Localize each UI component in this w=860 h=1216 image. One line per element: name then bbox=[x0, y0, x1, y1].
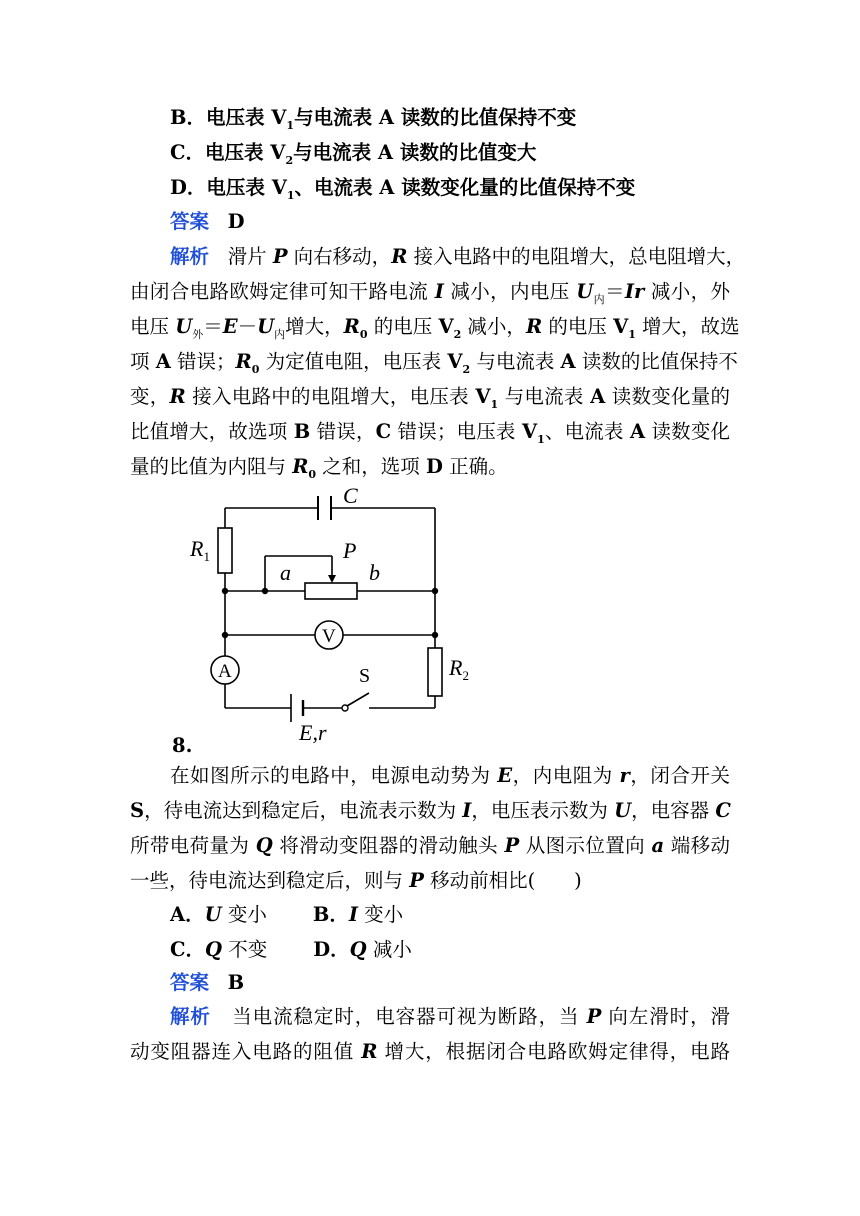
resistor-r2 bbox=[428, 648, 442, 696]
analysis-prev-line-7: 量的比值为内阻与 $R_0$ 之和，选项 D 正确。 bbox=[130, 455, 508, 481]
question-number: 8. bbox=[172, 734, 193, 757]
resistor-r1 bbox=[218, 528, 232, 573]
analysis-prev-line-2: 由闭合电路欧姆定律可知干路电流 I 减小，内电压 $U_内=Ir$ 减小，外 bbox=[130, 280, 730, 306]
answer-value: B bbox=[227, 971, 245, 994]
label-c: C bbox=[343, 483, 358, 508]
label-a-meter: A bbox=[218, 661, 232, 682]
junction-dot bbox=[222, 588, 228, 594]
analysis-label: 解析 bbox=[170, 245, 210, 268]
junction-dot bbox=[222, 632, 228, 638]
option-c-prev: C．电压表 $V_2$与电流表 A 读数的比值变大 bbox=[170, 141, 537, 167]
junction-dot bbox=[432, 632, 438, 638]
analysis-q8-line-2: 动变阻器连入电路的阻值 R 增大，根据闭合电路欧姆定律得，电路 bbox=[130, 1040, 730, 1063]
q8-options-cd: C．Q 不变 D．Q 减小 bbox=[170, 938, 412, 961]
rheostat bbox=[305, 583, 357, 599]
answer-value: D bbox=[227, 210, 245, 233]
label-a: a bbox=[280, 560, 291, 585]
label-v: V bbox=[322, 626, 336, 647]
option-b-prev: B．电压表 $V_1$与电流表 A 读数的比值保持不变 bbox=[170, 106, 577, 132]
answer-prev bbox=[170, 204, 770, 239]
analysis-prev-line-3: 电压 $U_外=E-U_内$增大，$R_0$ 的电压 $V_2$ 减小，R 的电压 $V_1$ 增大，故选 bbox=[130, 315, 740, 341]
q8-stem-line-1: 在如图所示的电路中，电源电动势为 E，内电阻为 r，闭合开关 bbox=[170, 764, 730, 787]
answer-label: 答案 bbox=[170, 971, 210, 994]
analysis-label: 解析 bbox=[170, 1005, 211, 1028]
q8-options-ab: A．U 变小 B．I 变小 bbox=[170, 903, 404, 926]
switch-blade bbox=[347, 693, 369, 706]
label-r1: $R_1$ bbox=[190, 536, 210, 564]
slider-arrow-icon bbox=[328, 575, 336, 583]
q8-stem-line-3: 所带电荷量为 Q 将滑动变阻器的滑动触头 P 从图示位置向 a 端移动 bbox=[130, 834, 730, 857]
circuit-diagram bbox=[185, 478, 480, 748]
analysis-q8-line-1: 解析 当电流稳定时，电容器可视为断路，当 P 向左滑时，滑 bbox=[170, 1005, 730, 1028]
label-er: E,r bbox=[299, 720, 327, 745]
analysis-prev-line-5: 变，R 接入电路中的电阻增大，电压表 $V_1$ 与电流表 A 读数变化量的 bbox=[130, 385, 730, 411]
label-b: b bbox=[369, 560, 380, 585]
junction-dot bbox=[262, 588, 268, 594]
answer-label: 答案 bbox=[170, 210, 210, 233]
label-r2: $R_2$ bbox=[449, 655, 469, 683]
junction-dot bbox=[432, 588, 438, 594]
analysis-prev-line-1: 解析 滑片 P 向右移动，R 接入电路中的电阻增大，总电阻增大， bbox=[170, 245, 746, 268]
analysis-prev-line-4: 项 A 错误；$R_0$ 为定值电阻，电压表 $V_2$ 与电流表 A 读数的比值保持不 bbox=[130, 350, 738, 376]
label-s: S bbox=[359, 665, 371, 687]
analysis-prev-line-6: 比值增大，故选项 B 错误，C 错误；电压表 $V_1$、电流表 A 读数变化 bbox=[130, 420, 730, 446]
label-p: P bbox=[343, 538, 357, 563]
option-d-prev: D．电压表 $V_1$、电流表 A 读数变化量的比值保持不变 bbox=[170, 176, 636, 202]
q8-stem-line-4: 一些，待电流达到稳定后，则与 P 移动前相比( ) bbox=[130, 869, 582, 892]
answer-q8 bbox=[170, 965, 770, 1000]
q8-stem-line-2: S，待电流达到稳定后，电流表示数为 I，电压表示数为 U，电容器 C bbox=[130, 799, 731, 822]
